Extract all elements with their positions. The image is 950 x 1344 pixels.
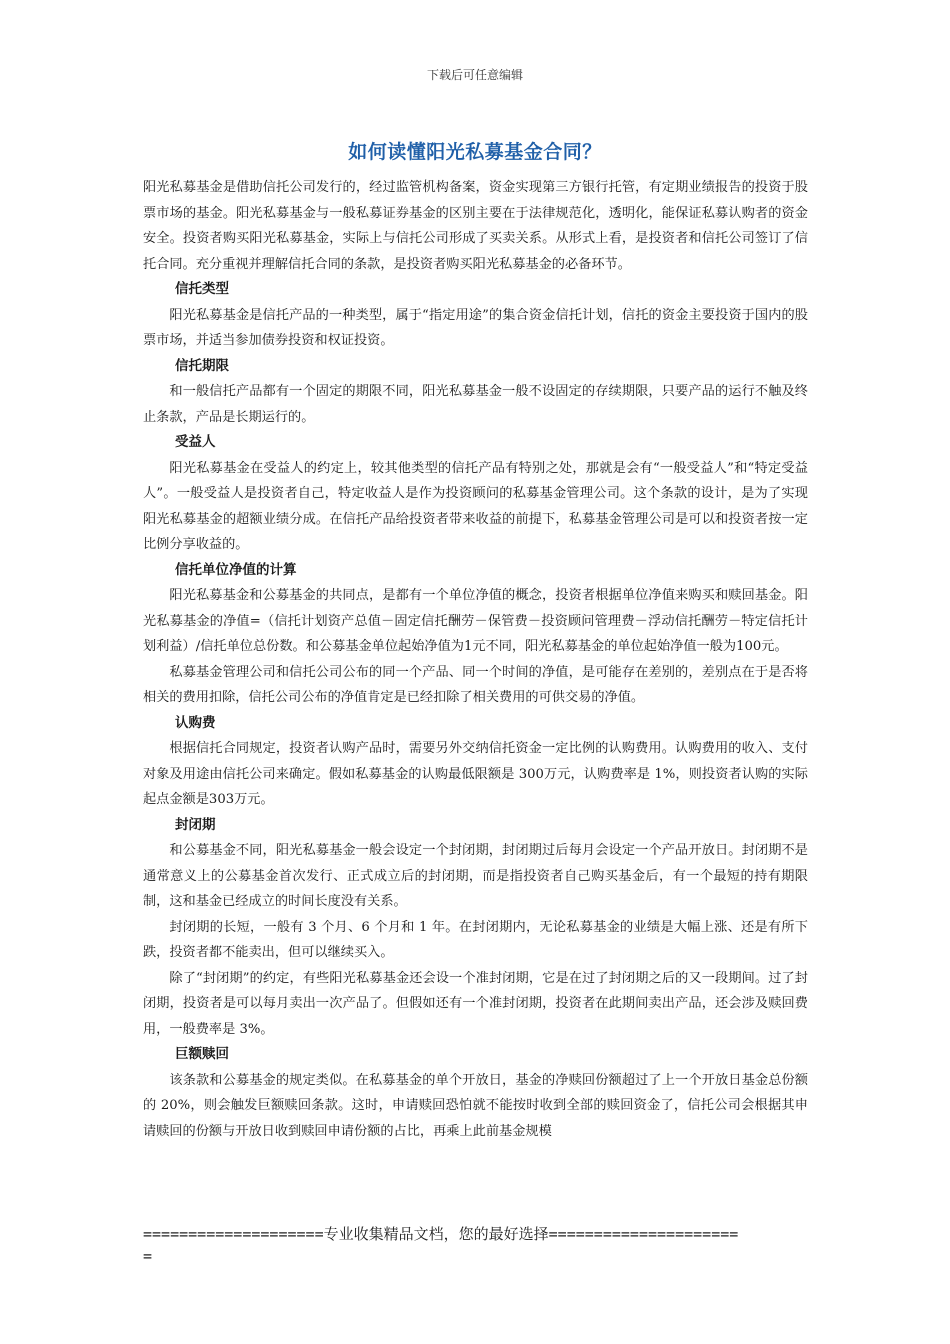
section-paragraph: 阳光私募基金是信托产品的一种类型，属于“指定用途”的集合资金信托计划，信托的资金主要投资于国内的股票市场，并适当参加债券投资和权证投资。 bbox=[143, 307, 808, 348]
footer-text: 专业收集精品文档，您的最好选择 bbox=[323, 1225, 549, 1243]
header-note: 下载后可任意编辑 bbox=[426, 68, 523, 82]
section-heading: 信托期限 bbox=[175, 357, 229, 374]
section-paragraph: 除了“封闭期”的约定，有些阳光私募基金还会设一个准封闭期，它是在过了封闭期之后的又一段期间。过了封闭期，投资者是可以每月卖出一次产品了。但假如还有一个准封闭期，投资者在此期间卖出产品，还会涉及赎回费用，一般费率是 3%。 bbox=[143, 970, 808, 1037]
section-heading: 信托单位净值的计算 bbox=[175, 561, 297, 578]
section-paragraph: 根据信托合同规定，投资者认购产品时，需要另外交纳信托资金一定比例的认购费用。认购费用的收入、支付对象及用途由信托公司来确定。假如私募基金的认购最低限额是 300万元，认购费率是 1%，则投资者认购的实际起点金额是303万元。 bbox=[143, 741, 808, 807]
section-paragraph: 该条款和公募基金的规定类似。在私募基金的单个开放日，基金的净赎回份额超过了上一个开放日基金总份额的 20%，则会触发巨额赎回条款。这时，申请赎回恐怕就不能按时收到全部的赎回资金了，信托公司会根据其申请赎回的份额与开放日收到赎回申请份额的占比，再乘上此前基金规模 bbox=[143, 1072, 808, 1139]
footer-rule-right: ===================== bbox=[548, 1225, 739, 1243]
intro-paragraph: 阳光私募基金是借助信托公司发行的，经过监管机构备案，资金实现第三方银行托管，有定期业绩报告的投资于股票市场的基金。阳光私募基金与一般私募证券基金的区别主要在于法律规范化，透明化，能保证私募认购者的资金安全。投资者购买阳光私募基金，实际上与信托公司形成了买卖关系。从形式上看，是投资者和信托公司签订了信托合同。充分重视并理解信托合同的条款，是投资者购买阳光私募基金的必备环节。 bbox=[143, 180, 808, 272]
footer-rule-left: ==================== bbox=[143, 1225, 324, 1243]
section-heading: 巨额赎回 bbox=[175, 1046, 229, 1062]
section-paragraph: 和公募基金不同，阳光私募基金一般会设定一个封闭期，封闭期过后每月会设定一个产品开放日。封闭期不是通常意义上的公募基金首次发行、正式成立后的封闭期，而是指投资者自己购买基金后，有一个最短的持有期限制，这和基金已经成立的时间长度没有关系。 bbox=[143, 843, 808, 909]
document-body bbox=[143, 175, 808, 1144]
section-paragraph: 私募基金管理公司和信托公司公布的同一个产品、同一个时间的净值，是可能存在差别的，差别点在于是否将相关的费用扣除，信托公司公布的净值肯定是已经扣除了相关费用的可供交易的净值。 bbox=[143, 664, 808, 705]
section-heading: 认购费 bbox=[175, 714, 216, 731]
section-heading: 信托类型 bbox=[175, 281, 229, 297]
footer-banner bbox=[143, 1223, 808, 1267]
section-paragraph: 阳光私募基金在受益人的约定上，较其他类型的信托产品有特别之处，那就是会有“一般受益人”和“特定受益人”。一般受益人是投资者自己，特定收益人是作为投资顾问的私募基金管理公司。这个条款的设计，是为了实现阳光私募基金的超额业绩分成。在信托产品给投资者带来收益的前提下，私募基金管理公司是可以和投资者按一定比例分享收益的。 bbox=[143, 460, 808, 552]
document-title: 如何读懂阳光私募基金合同？ bbox=[348, 141, 602, 163]
footer-rule-tail: = bbox=[143, 1247, 153, 1265]
section-paragraph: 封闭期的长短，一般有 3 个月、6 个月和 1 年。在封闭期内，无论私募基金的业绩是大幅上涨、还是有所下跌，投资者都不能卖出，但可以继续买入。 bbox=[143, 919, 808, 960]
section-paragraph: 阳光私募基金和公募基金的共同点，是都有一个单位净值的概念，投资者根据单位净值来购买和赎回基金。阳光私募基金的净值=（信托计划资产总值－固定信托酬劳－保管费－投资顾问管理费－浮动信托酬劳－特定信托计划利益）/信托单位总份数。和公募基金单位起始净值为1元不同，阳光私募基金的单位起始净值一般为100元。 bbox=[143, 588, 808, 654]
section-paragraph: 和一般信托产品都有一个固定的期限不同，阳光私募基金一般不设固定的存续期限，只要产品的运行不触及终止条款，产品是长期运行的。 bbox=[143, 384, 808, 425]
section-heading: 受益人 bbox=[175, 434, 216, 450]
section-heading: 封闭期 bbox=[175, 816, 216, 833]
